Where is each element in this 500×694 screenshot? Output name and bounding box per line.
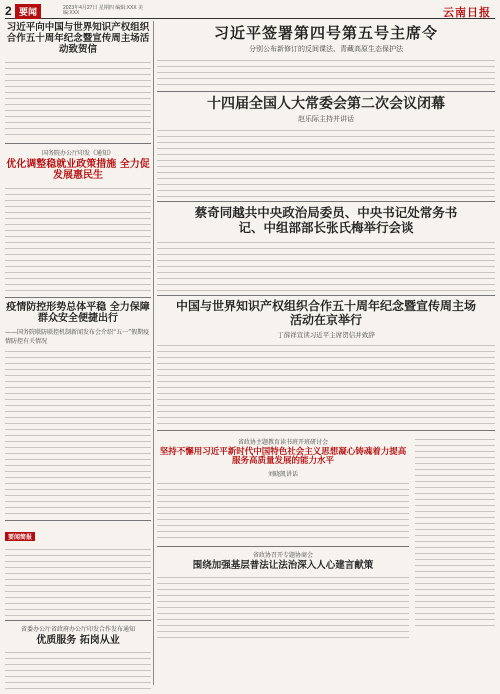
article-body (157, 240, 495, 292)
brief-section (5, 524, 151, 543)
page-number: 2 (5, 4, 12, 18)
theme-headline: 坚持不懈用习近平新时代中国特色社会主义思想凝心铸魂着力提高服务高质量发展的能力水平 (159, 446, 407, 467)
left-column (5, 21, 151, 685)
article-body (5, 650, 151, 694)
article-body (157, 481, 409, 543)
theme-article (157, 434, 409, 641)
bottom-right-area (157, 434, 495, 641)
column-divider (153, 21, 154, 685)
article-body (5, 186, 151, 294)
law-headline: 围绕加强基层普法让法治深入人心建言献策 (192, 560, 374, 572)
theme-byline: 刘晓凯讲话 (267, 471, 298, 479)
theme-kicker: 省政协主题教育读书班开班研讨会 (237, 438, 328, 446)
divider (5, 297, 151, 298)
npc-subheadline: 赵乐际主持并讲话 (298, 115, 354, 124)
newspaper-logo: 云南日报 (443, 6, 491, 19)
side-article (415, 434, 495, 641)
article-body (157, 128, 495, 198)
bottom-headline: 优质服务 拓岗从业 (36, 634, 120, 646)
npc-headline: 十四届全国人大常委会第二次会议闭幕 (207, 96, 445, 113)
notice-headline: 优化调整稳就业政策措施 全力促发展惠民生 (6, 158, 150, 182)
article-body (157, 343, 495, 427)
lead-subheadline: 分别公布新修订的反间谍法、青藏高原生态保护法 (249, 45, 403, 54)
epidemic-headline: 疫情防控形势总体平稳 全力保障群众安全便捷出行 (6, 301, 150, 325)
article-body (157, 58, 495, 88)
masthead (5, 4, 495, 19)
divider (5, 620, 151, 621)
section-tag: 要闻 (15, 4, 41, 19)
law-kicker: 省政协召开专题协商会 (252, 552, 313, 560)
bottom-kicker: 省委办公厅省政府办公厅印发合作发布通知 (20, 625, 135, 633)
divider (157, 201, 495, 202)
notice-kicker: 国务院办公厅印发《通知》 (41, 149, 114, 157)
ip-subheadline: 丁薛祥宣读习近平主席贺信并致辞 (277, 330, 375, 339)
divider (157, 91, 495, 92)
cai-headline: 蔡奇同越共中央政治局委员、中央书记处常务书记、中组部部长张氏梅举行会谈 (194, 205, 458, 235)
article-body (5, 60, 151, 140)
divider (157, 295, 495, 296)
article-body (415, 437, 495, 631)
article-body (5, 349, 151, 517)
right-column (157, 21, 495, 685)
lead-headline: 习近平签署第四号第五号主席令 (213, 24, 438, 42)
left-top-headline: 习近平向中国与世界知识产权组织合作五十周年纪念暨宣传周主场活动致贺信 (6, 22, 150, 55)
epidemic-subheadline: ——国务院联防联控机制新闻发布会介绍“五一”假期疫情防控有关情况 (5, 328, 150, 345)
article-body (5, 547, 151, 617)
divider (5, 520, 151, 521)
dateline: 2023年4月27日 星期四 编辑:XXX 美编:XXX (63, 5, 144, 16)
article-body (157, 575, 409, 641)
brief-tag: 要闻简报 (5, 532, 35, 541)
ip-headline: 中国与世界知识产权组织合作五十周年纪念暨宣传周主场活动在京举行 (175, 299, 476, 327)
divider (5, 143, 151, 144)
divider (157, 430, 495, 431)
divider (157, 546, 409, 547)
